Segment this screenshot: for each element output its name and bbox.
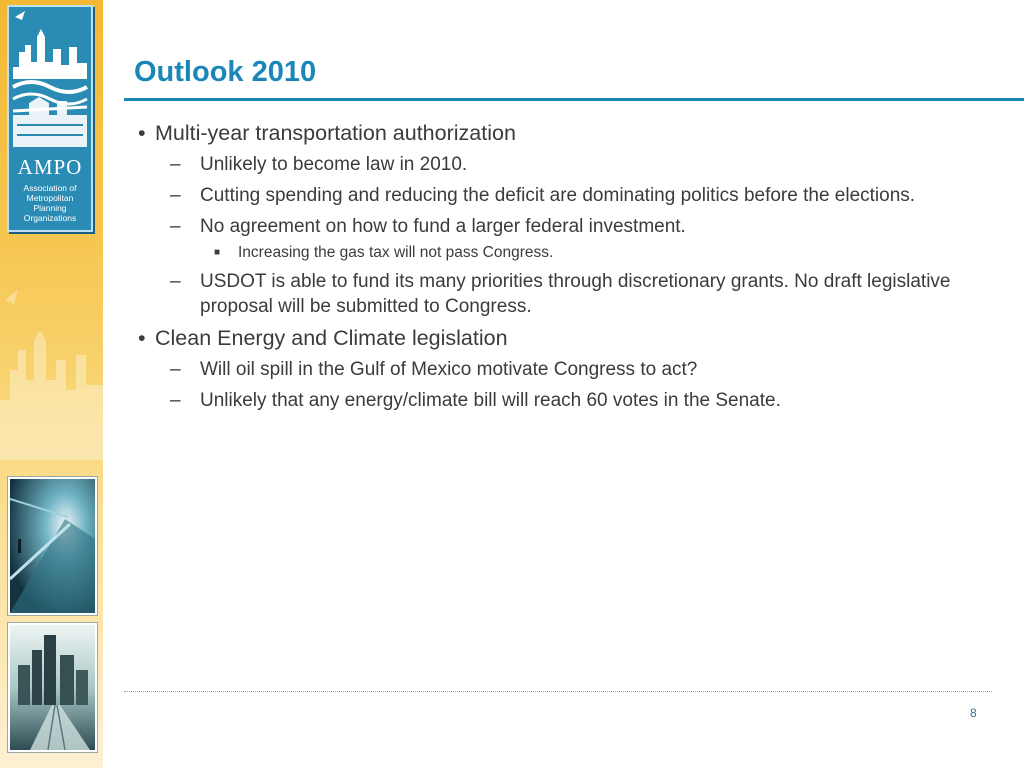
- bullet-item: [136, 214, 976, 239]
- square-bullet-icon: ■: [214, 247, 221, 258]
- bullet-item: [136, 183, 976, 208]
- bullet-item: [136, 243, 976, 263]
- bullet-item: [136, 120, 976, 146]
- bullet-item: [136, 269, 976, 319]
- dash-icon: –: [170, 359, 181, 380]
- bullet-text: Cutting spending and reducing the deficit are dominating politics before the elections.: [200, 185, 916, 206]
- bullet-text: USDOT is able to fund its many priorities through discretionary grants. No draft legislative proposal will be submitted to Congress.: [200, 271, 951, 317]
- logo-subtitle: Association of Metropolitan Planning Organizations: [23, 183, 77, 223]
- title-divider: [124, 98, 1024, 101]
- slide-content: [136, 120, 976, 419]
- bullet-item: [136, 152, 976, 177]
- bullet-item: [136, 325, 976, 351]
- page-number: 8: [970, 706, 977, 720]
- bullet-item: [136, 357, 976, 382]
- slide-title: Outlook 2010: [134, 56, 317, 88]
- city-skyline-photo: [8, 623, 97, 752]
- bullet-text: Unlikely that any energy/climate bill will reach 60 votes in the Senate.: [200, 390, 781, 411]
- bullet-text: Increasing the gas tax will not pass Congress.: [238, 244, 554, 261]
- dash-icon: –: [170, 271, 181, 292]
- skyline-decoration: [0, 260, 103, 460]
- ampo-logo: [7, 5, 93, 232]
- logo-name: AMPO: [17, 155, 83, 179]
- sidebar: [0, 0, 103, 768]
- bullet-item: [136, 388, 976, 413]
- city-skyline-icon: [9, 7, 91, 152]
- bullet-text: No agreement on how to fund a larger federal investment.: [200, 216, 686, 237]
- dash-icon: –: [170, 185, 181, 206]
- subway-tunnel-photo: [8, 477, 97, 615]
- bullet-text: Multi-year transportation authorization: [155, 121, 516, 145]
- dash-icon: –: [170, 154, 181, 175]
- bullet-text: Will oil spill in the Gulf of Mexico motivate Congress to act?: [200, 359, 698, 380]
- bullet-dot-icon: •: [138, 326, 146, 350]
- dash-icon: –: [170, 390, 181, 411]
- bullet-text: Clean Energy and Climate legislation: [155, 326, 508, 350]
- bullet-text: Unlikely to become law in 2010.: [200, 154, 468, 175]
- bullet-dot-icon: •: [138, 121, 146, 145]
- dash-icon: –: [170, 216, 181, 237]
- footer-divider: [124, 691, 992, 692]
